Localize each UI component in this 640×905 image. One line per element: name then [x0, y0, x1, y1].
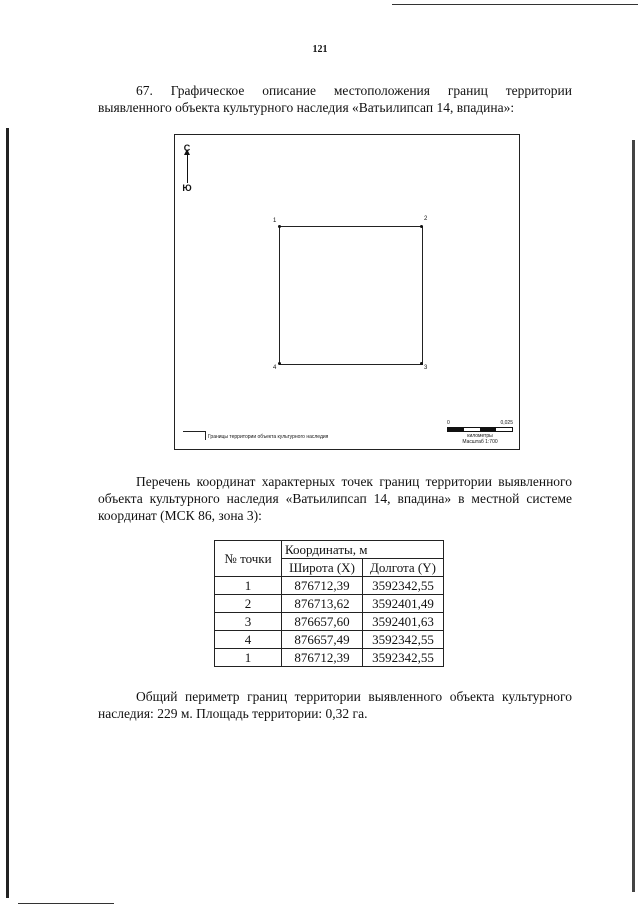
- north-arrow: [181, 143, 193, 193]
- cell-lat: 876713,62: [282, 595, 363, 613]
- scan-edge-left: [6, 128, 9, 898]
- vertex-label: 1: [273, 218, 277, 224]
- cell-point: 2: [215, 595, 282, 613]
- legend-text: Границы территории объекта культурного наследия: [208, 434, 329, 440]
- cell-lat: 876712,39: [282, 577, 363, 595]
- boundary-map: [174, 134, 520, 450]
- table-row: [215, 631, 444, 649]
- header-coords: Координаты, м: [282, 541, 444, 559]
- table-row: [215, 649, 444, 667]
- table-row: [215, 595, 444, 613]
- header-lon: Долгота (Y): [363, 559, 444, 577]
- scan-rule-bottom: [18, 903, 114, 904]
- vertex-marker: [278, 362, 281, 365]
- scan-edge-right: [632, 140, 635, 892]
- header-point: № точки: [215, 541, 282, 577]
- cell-lon: 3592342,55: [363, 577, 444, 595]
- table-row: [215, 613, 444, 631]
- south-label: Ю: [182, 183, 192, 193]
- vertex-marker: [278, 225, 281, 228]
- map-legend: [183, 431, 328, 440]
- table-row: [215, 577, 444, 595]
- vertex-marker: [420, 362, 423, 365]
- cell-point: 1: [215, 577, 282, 595]
- legend-line-swatch: [183, 431, 206, 440]
- scale-start: 0: [447, 420, 450, 426]
- cell-lat: 876657,60: [282, 613, 363, 631]
- territory-boundary: [279, 226, 423, 365]
- cell-point: 4: [215, 631, 282, 649]
- scale-end: 0,025: [500, 420, 513, 426]
- cell-point: 1: [215, 649, 282, 667]
- cell-lat: 876657,49: [282, 631, 363, 649]
- scale-ratio: Масштаб 1:700: [462, 439, 498, 445]
- scale-unit: километры: [467, 433, 493, 439]
- north-label: С: [183, 143, 191, 153]
- section-heading: 67. Графическое описание местоположения границ территории выявленного объекта культурного наследия «Ватьилипсап 14, впадина»:: [98, 83, 572, 115]
- cell-lon: 3592401,49: [363, 595, 444, 613]
- cell-lon: 3592342,55: [363, 649, 444, 667]
- header-lat: Широта (X): [282, 559, 363, 577]
- vertex-label: 3: [424, 365, 428, 371]
- vertex-label: 4: [273, 365, 277, 371]
- cell-lon: 3592401,63: [363, 613, 444, 631]
- coordinates-intro: Перечень координат характерных точек границ территории выявленного объекта культурного наследия «Ватьилипсап 14, впадина» в местной системе координат (МСК 86, зона 3):: [98, 474, 572, 523]
- summary-text: Общий периметр границ территории выявленного объекта культурного наследия: 229 м. Площадь территории: 0,32 га.: [98, 689, 572, 721]
- table-header-row: [215, 541, 444, 559]
- page-number: 121: [312, 44, 328, 55]
- north-arrow-icon: [187, 153, 188, 183]
- cell-point: 3: [215, 613, 282, 631]
- vertex-label: 2: [424, 216, 428, 222]
- cell-lon: 3592342,55: [363, 631, 444, 649]
- cell-lat: 876712,39: [282, 649, 363, 667]
- scan-rule-top: [392, 4, 638, 5]
- coordinates-table: [214, 540, 444, 667]
- scale-bar-graphic: [447, 427, 513, 432]
- scale-bar: [447, 420, 513, 445]
- vertex-marker: [420, 225, 423, 228]
